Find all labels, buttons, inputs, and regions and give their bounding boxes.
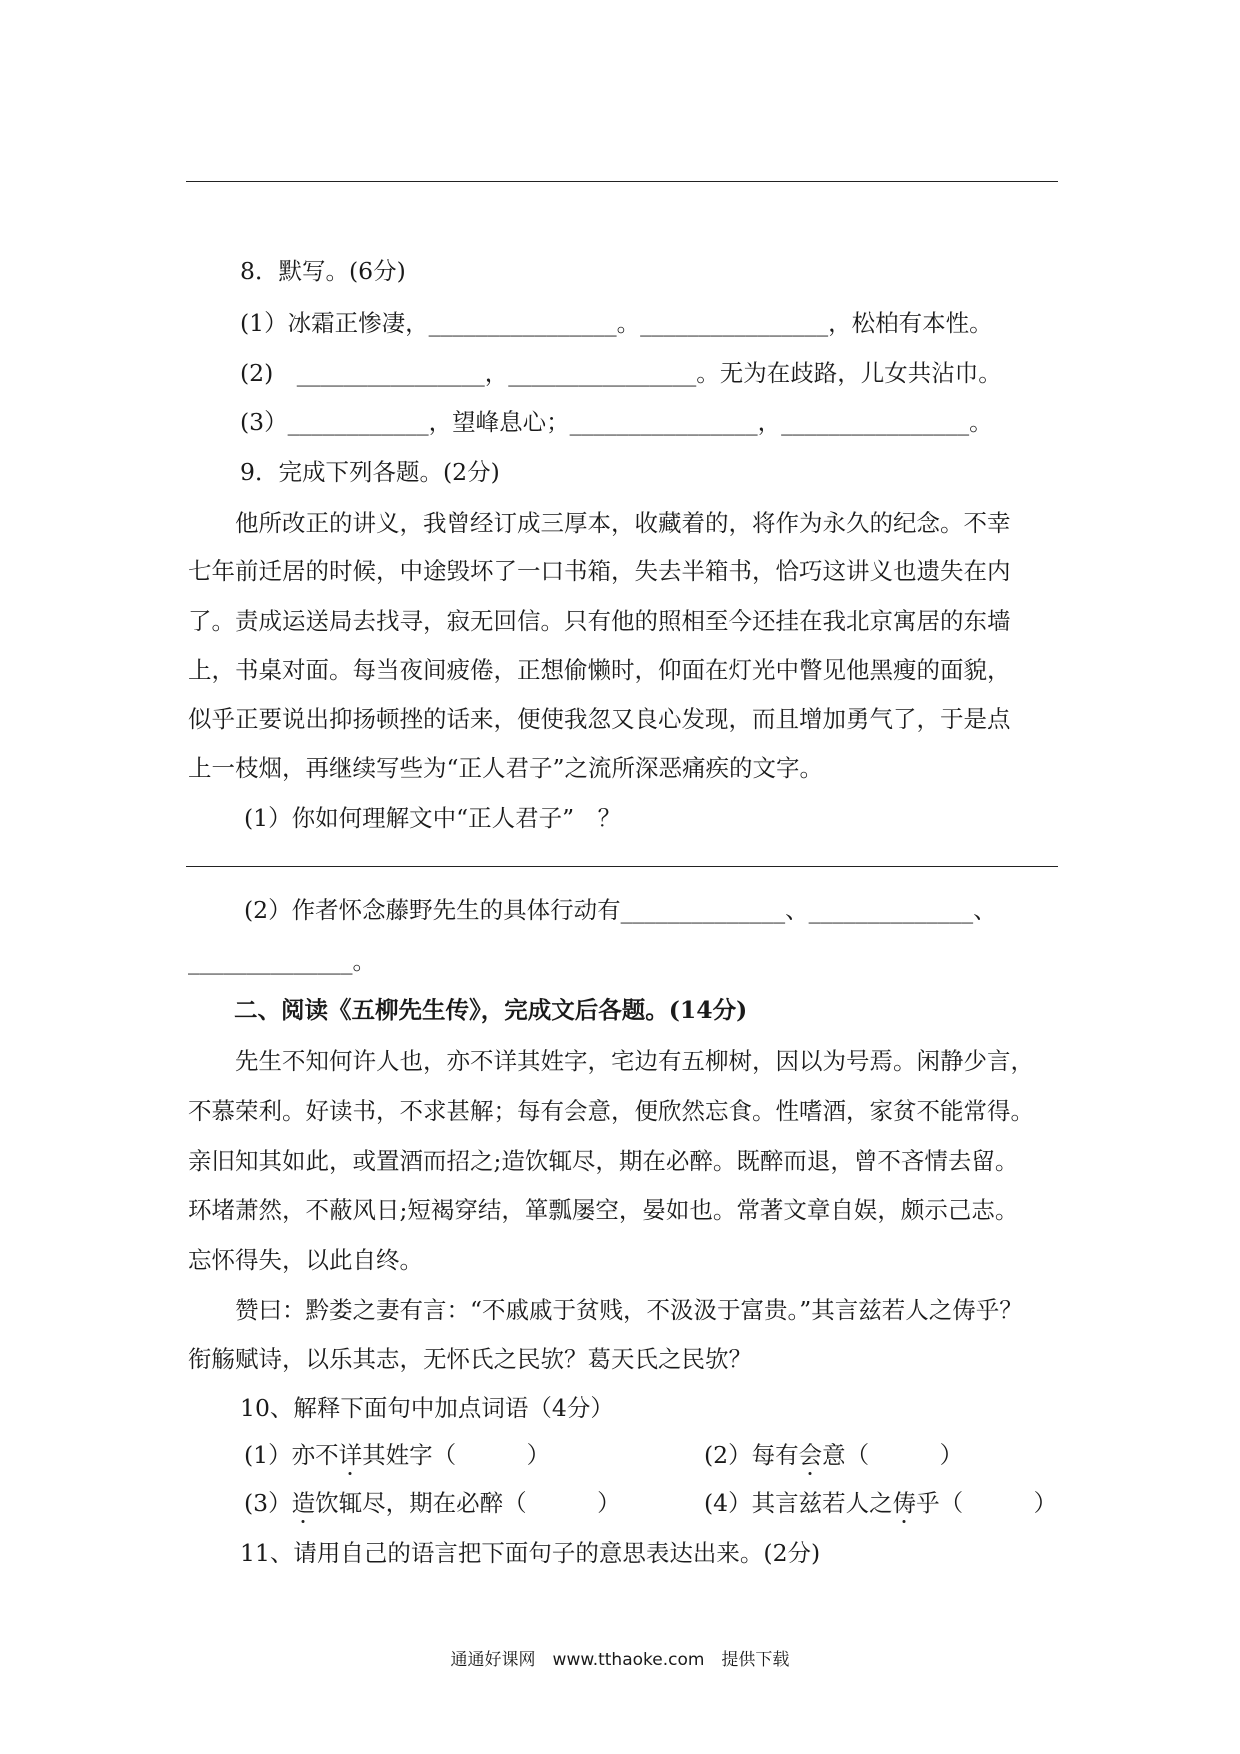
q10-item-4 (704, 1488, 1057, 1518)
q10-item-2-prefix: (2）每有 (704, 1441, 799, 1469)
section2-passage-line: 不慕荣利。好读书，不求甚解；每有会意，便欣然忘食。性嗜酒，家贫不能常得。 (188, 1097, 1034, 1125)
q9-sub-question-1: (1）你如何理解文中“正人君子” ？ (244, 804, 622, 832)
answer-line-top (186, 181, 1058, 182)
q8-line-3: (3）____________，望峰息心；________________，________________。 (240, 408, 993, 436)
q8-line-2: (2) ________________，________________。无为在歧路，儿女共沾巾。 (240, 359, 1002, 387)
q10-item-3-prefix: (3） (244, 1489, 292, 1517)
q10-item-2 (704, 1440, 963, 1470)
section2-passage-line: 忘怀得失，以此自终。 (188, 1246, 423, 1274)
q10-item-3 (244, 1488, 621, 1518)
dotted-word: 造 (291, 1489, 316, 1517)
q10-item-4-prefix: (4）其言兹若人之 (704, 1489, 893, 1517)
section2-passage-line: 衔觞赋诗，以乐其志，无怀氏之民欤？葛天氏之民欤？ (188, 1345, 752, 1373)
page-footer: 通通好课网 www.tthaoke.com 提供下载 (450, 1650, 790, 1670)
q11-title: 11、请用自己的语言把下面句子的意思表达出来。(2分) (240, 1539, 821, 1567)
answer-line (186, 866, 1058, 867)
q10-item-4-suffix: 乎（ ） (916, 1489, 1058, 1517)
q9-passage-line: 似乎正要说出抑扬顿挫的话来，便使我忽又良心发现，而且增加勇气了，于是点 (188, 705, 1011, 733)
q9-passage-line: 了。责成运送局去找寻，寂无回信。只有他的照相至今还挂在我北京寓居的东墙 (188, 607, 1011, 635)
q8-line-1: (1）冰霜正惨凄，________________。________________，松柏有本性。 (240, 309, 993, 337)
dotted-word: 会 (798, 1441, 823, 1469)
section2-passage-line: 赞曰：黔娄之妻有言：“不戚戚于贫贱，不汲汲于富贵。”其言兹若人之俦乎？ (188, 1296, 1023, 1324)
section2-passage-line: 亲旧知其如此，或置酒而招之;造饮辄尽，期在必醉。既醉而退，曾不吝情去留。 (188, 1147, 1019, 1175)
q9-title: 9．完成下列各题。(2分) (240, 458, 500, 486)
q9-sub-question-2-cont: ______________。 (188, 947, 376, 975)
q9-passage-line: 上，书桌对面。每当夜间疲倦，正想偷懒时，仰面在灯光中瞥见他黑瘦的面貌， (188, 656, 1011, 684)
q10-title: 10、解释下面句中加点词语（4分） (240, 1394, 614, 1422)
q10-item-3-suffix: 饮辄尽，期在必醉（ ） (315, 1489, 621, 1517)
q10-item-1-prefix: (1）亦不 (244, 1441, 339, 1469)
section2-passage-line: 先生不知何许人也，亦不详其姓字，宅边有五柳树，因以为号焉。闲静少言， (188, 1047, 1034, 1075)
q10-item-2-suffix: 意（ ） (822, 1441, 964, 1469)
q8-title: 8．默写。(6分) (240, 257, 406, 285)
section2-passage-line: 环堵萧然，不蔽风日;短褐穿结，箪瓢屡空，晏如也。常著文章自娱，颇示己志。 (188, 1196, 1019, 1224)
q9-sub-question-2: (2）作者怀念藤野先生的具体行动有______________、______________、 (244, 896, 997, 924)
dotted-word: 详 (338, 1441, 363, 1469)
section-2-heading: 二、阅读《五柳先生传》，完成文后各题。(14分) (234, 996, 748, 1024)
q10-item-1-suffix: 其姓字（ ） (362, 1441, 551, 1469)
q9-passage-line: 他所改正的讲义，我曾经订成三厚本，收藏着的，将作为永久的纪念。不幸 (188, 509, 1011, 537)
q10-item-1 (244, 1440, 550, 1470)
q9-passage-line: 七年前迁居的时候，中途毁坏了一口书箱，失去半箱书，恰巧这讲义也遗失在内 (188, 557, 1011, 585)
dotted-word: 俦 (892, 1489, 917, 1517)
q9-passage-line: 上一枝烟，再继续写些为“正人君子”之流所深恶痛疾的文字。 (188, 754, 824, 782)
